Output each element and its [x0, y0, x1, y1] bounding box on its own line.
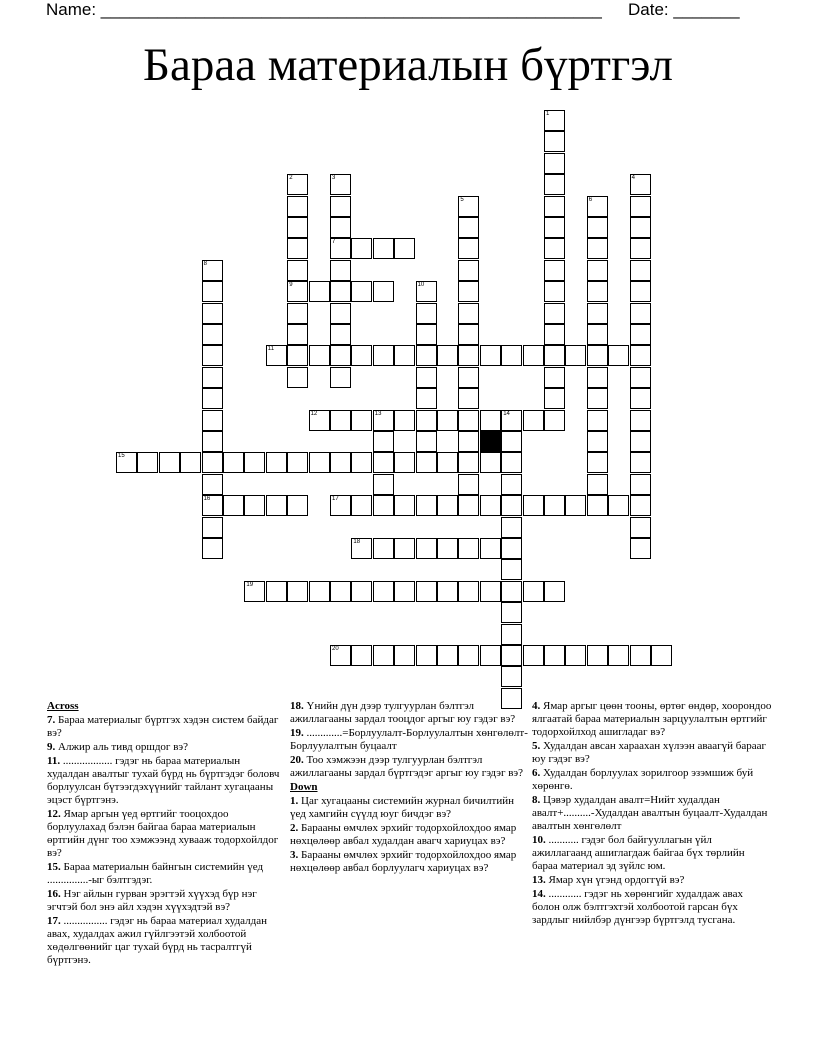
grid-cell[interactable]	[480, 645, 501, 666]
grid-cell[interactable]	[587, 281, 608, 302]
grid-cell[interactable]	[394, 538, 415, 559]
grid-cell[interactable]	[416, 538, 437, 559]
grid-cell-7[interactable]	[330, 238, 351, 259]
grid-cell[interactable]	[458, 260, 479, 281]
grid-cell[interactable]	[330, 324, 351, 345]
grid-cell[interactable]	[287, 260, 308, 281]
grid-cell[interactable]	[202, 474, 223, 495]
grid-cell[interactable]	[587, 645, 608, 666]
across-clue: 17. ................ гэдэг нь бараа материал худалдан авах, худалдах ажил гүйлгээтэй холбоотой хөдөлгөөнийг цаг тухай бүрд нь тасралтгүй бүртгэнэ.	[47, 915, 268, 966]
grid-cell[interactable]	[330, 217, 351, 238]
grid-cell[interactable]	[351, 581, 372, 602]
grid-cell[interactable]	[544, 645, 565, 666]
grid-cell[interactable]	[480, 495, 501, 516]
grid-cell[interactable]	[630, 217, 651, 238]
grid-cell[interactable]	[416, 388, 437, 409]
grid-cell[interactable]	[501, 517, 522, 538]
grid-cell[interactable]	[501, 431, 522, 452]
grid-cell[interactable]	[330, 196, 351, 217]
grid-cell-8[interactable]	[202, 260, 223, 281]
grid-cell[interactable]	[351, 238, 372, 259]
grid-cell[interactable]	[608, 345, 629, 366]
grid-cell[interactable]	[287, 367, 308, 388]
grid-cell-19[interactable]	[244, 581, 265, 602]
grid-cell-4[interactable]	[630, 174, 651, 195]
clues-column-1	[47, 700, 283, 968]
grid-cell[interactable]	[202, 281, 223, 302]
grid-cell[interactable]	[544, 581, 565, 602]
grid-cell[interactable]	[544, 238, 565, 259]
grid-cell[interactable]	[501, 602, 522, 623]
clues-column-3	[532, 700, 772, 928]
grid-cell[interactable]	[587, 238, 608, 259]
grid-cell[interactable]	[630, 474, 651, 495]
grid-cell[interactable]	[223, 452, 244, 473]
grid-cell[interactable]	[501, 645, 522, 666]
across-clue: 16. Нэг айлын гурван эрэгтэй хүүхэд бүр нэг эгчтэй бол энэ айл хэдэн хүүхэдтэй вэ?	[47, 888, 257, 913]
grid-cell[interactable]	[351, 495, 372, 516]
grid-cell-18[interactable]	[351, 538, 372, 559]
grid-cell[interactable]	[523, 345, 544, 366]
grid-cell[interactable]	[437, 581, 458, 602]
grid-cell[interactable]	[287, 495, 308, 516]
grid-cell[interactable]	[373, 538, 394, 559]
grid-cell[interactable]	[501, 495, 522, 516]
clue-number: 14	[503, 410, 510, 417]
grid-cell[interactable]	[458, 367, 479, 388]
grid-cell[interactable]	[523, 645, 544, 666]
clue-number: 5	[460, 196, 464, 203]
grid-cell[interactable]	[437, 538, 458, 559]
down-clue: 6. Худалдан борлуулах зорилгоор эзэмшиж буй хөрөнгө.	[532, 767, 754, 792]
grid-cell[interactable]	[330, 260, 351, 281]
grid-cell[interactable]	[544, 217, 565, 238]
grid-cell[interactable]	[202, 431, 223, 452]
grid-cell-11[interactable]	[266, 345, 287, 366]
down-clue: 14. ............ гэдэг нь хөрөнгийг худалдаж авах болон олж бэлтгэхтэй холбоотой гарсан бүх зардлыг нийлбэр дүнгээр бүртгэлд тусгана.	[532, 888, 743, 926]
grid-cell[interactable]	[630, 303, 651, 324]
across-clue: 9. Алжир аль тивд оршдог вэ?	[47, 741, 188, 753]
grid-cell[interactable]	[330, 345, 351, 366]
grid-cell[interactable]	[565, 645, 586, 666]
grid-cell[interactable]	[287, 345, 308, 366]
grid-cell[interactable]	[630, 388, 651, 409]
grid-cell[interactable]	[416, 452, 437, 473]
grid-cell-3[interactable]	[330, 174, 351, 195]
clues-column-2	[290, 700, 530, 876]
grid-cell[interactable]	[544, 324, 565, 345]
grid-cell[interactable]	[630, 238, 651, 259]
grid-cell[interactable]	[416, 367, 437, 388]
clue-number: 9	[289, 282, 293, 289]
grid-cell[interactable]	[458, 303, 479, 324]
grid-cell[interactable]	[501, 474, 522, 495]
grid-cell[interactable]	[437, 410, 458, 431]
grid-cell[interactable]	[587, 260, 608, 281]
grid-cell[interactable]	[373, 431, 394, 452]
grid-cell[interactable]	[544, 260, 565, 281]
clue-number: 12	[310, 410, 318, 417]
grid-cell[interactable]	[544, 388, 565, 409]
across-clue: 18. Үнийн дүн дээр тулгуурлан бэлтгэл ажиллагааны зардал тооцдог аргыг юу гэдэг вэ?	[290, 700, 516, 725]
grid-cell[interactable]	[394, 452, 415, 473]
grid-cell[interactable]	[287, 452, 308, 473]
grid-cell[interactable]	[416, 645, 437, 666]
grid-cell[interactable]	[202, 303, 223, 324]
grid-cell[interactable]	[630, 517, 651, 538]
across-clue: 11. .................. гэдэг нь бараа материалын худалдан авалтыг тухай бүрд нь бүртгэдэг боловч борлуулсан бүтээгдэхүүнийг тайлант хугацааны эцэст бүртгэнэ.	[47, 755, 280, 806]
grid-cell[interactable]	[587, 388, 608, 409]
clue-number: 19	[246, 581, 254, 588]
grid-cell[interactable]	[137, 452, 158, 473]
across-clue: 7. Бараа материалыг бүртгэх хэдэн систем байдаг вэ?	[47, 714, 279, 739]
grid-cell[interactable]	[394, 581, 415, 602]
down-clue: 1. Цаг хугацааны системийн журнал бичилтийн үед хамгийн сүүлд юуг бичдэг вэ?	[290, 795, 515, 820]
grid-cell-2[interactable]	[287, 174, 308, 195]
grid-cell[interactable]	[501, 624, 522, 645]
grid-cell[interactable]	[180, 452, 201, 473]
grid-cell[interactable]	[373, 452, 394, 473]
grid-cell[interactable]	[458, 645, 479, 666]
grid-cell[interactable]	[651, 645, 672, 666]
clue-number: 2	[289, 175, 293, 182]
grid-cell[interactable]	[544, 281, 565, 302]
down-clue: 13. Ямар хүн үгэнд ордоггүй вэ?	[532, 874, 685, 886]
grid-cell[interactable]	[244, 452, 265, 473]
grid-cell[interactable]	[437, 345, 458, 366]
grid-cell[interactable]	[309, 452, 330, 473]
down-clue: 4. Ямар аргыг цөөн тооны, өртөг өндөр, хоорондоо ялгаатай бараа материалын зарцуулалтын өртгийг тодорхойлход ашигладаг вэ?	[532, 700, 772, 738]
grid-cell[interactable]	[630, 260, 651, 281]
grid-cell[interactable]	[523, 410, 544, 431]
grid-cell[interactable]	[416, 495, 437, 516]
grid-cell[interactable]	[266, 581, 287, 602]
grid-cell[interactable]	[544, 345, 565, 366]
grid-cell[interactable]	[630, 367, 651, 388]
grid-cell[interactable]	[458, 388, 479, 409]
grid-cell[interactable]	[630, 281, 651, 302]
grid-cell[interactable]	[373, 281, 394, 302]
grid-cell[interactable]	[587, 367, 608, 388]
grid-cell-5[interactable]	[458, 196, 479, 217]
across-clue: 19. .............=Борлуулалт-Борлуулалтын хөнгөлөлт-Борлуулалтын буцаалт	[290, 727, 528, 752]
grid-cell[interactable]	[287, 324, 308, 345]
clue-number: 4	[631, 175, 635, 182]
page-title: Бараа материалын бүртгэл	[142, 39, 674, 91]
grid-cell[interactable]	[544, 174, 565, 195]
grid-cell[interactable]	[202, 517, 223, 538]
grid-cell[interactable]	[630, 452, 651, 473]
clue-number: 11	[267, 346, 275, 353]
grid-cell[interactable]	[287, 217, 308, 238]
grid-cell[interactable]	[480, 410, 501, 431]
grid-cell[interactable]	[523, 495, 544, 516]
grid-cell[interactable]	[202, 410, 223, 431]
grid-cell[interactable]	[587, 324, 608, 345]
grid-cell[interactable]	[287, 196, 308, 217]
grid-cell[interactable]	[458, 238, 479, 259]
grid-cell[interactable]	[394, 410, 415, 431]
grid-cell-9[interactable]	[287, 281, 308, 302]
grid-cell[interactable]	[287, 303, 308, 324]
grid-cell[interactable]	[287, 238, 308, 259]
clue-number: 6	[588, 196, 593, 203]
clue-number: 17	[332, 496, 339, 503]
grid-cell-1[interactable]	[544, 110, 565, 131]
across-clue: 12. Ямар аргын үед өртгийг тооцохдоо борлуулахад бэлэн байгаа бараа материалын өртгийн дүнг тоо хэмжээнд хувааж тодорхойлдог вэ?	[47, 808, 279, 859]
grid-cell[interactable]	[587, 217, 608, 238]
name-field-label: Name: _____________________________________________________	[46, 0, 602, 19]
grid-cell[interactable]	[351, 281, 372, 302]
grid-cell[interactable]	[394, 238, 415, 259]
grid-cell[interactable]	[330, 581, 351, 602]
grid-cell[interactable]	[458, 217, 479, 238]
grid-cell[interactable]	[544, 410, 565, 431]
clue-number: 3	[332, 175, 336, 182]
grid-cell[interactable]	[416, 345, 437, 366]
grid-cell[interactable]	[373, 495, 394, 516]
grid-cell[interactable]	[202, 367, 223, 388]
grid-cell[interactable]	[394, 495, 415, 516]
clue-number: 10	[417, 282, 425, 289]
grid-cell[interactable]	[458, 452, 479, 473]
grid-cell[interactable]	[565, 495, 586, 516]
grid-cell[interactable]	[202, 452, 223, 473]
grid-cell[interactable]	[630, 431, 651, 452]
grid-cell[interactable]	[373, 581, 394, 602]
down-clue: 10. ........... гэдэг бол байгууллагын үйл ажиллагаанд ашиглагдаж байгаа бүх төрлийн бараа материал эд зүйлс юм.	[532, 834, 745, 872]
grid-cell[interactable]	[480, 581, 501, 602]
date-field-label: Date: _______	[628, 0, 740, 19]
grid-cell[interactable]	[630, 410, 651, 431]
grid-cell[interactable]	[587, 303, 608, 324]
grid-cell[interactable]	[458, 431, 479, 452]
grid-cell[interactable]	[351, 345, 372, 366]
grid-cell[interactable]	[330, 303, 351, 324]
grid-cell[interactable]	[394, 345, 415, 366]
grid-cell[interactable]	[608, 645, 629, 666]
grid-cell[interactable]	[608, 495, 629, 516]
clue-number: 13	[374, 410, 382, 417]
grid-cell[interactable]	[202, 324, 223, 345]
grid-cell[interactable]	[266, 495, 287, 516]
grid-cell[interactable]	[523, 581, 544, 602]
grid-cell[interactable]	[501, 666, 522, 687]
grid-cell[interactable]	[587, 452, 608, 473]
grid-cell[interactable]	[330, 281, 351, 302]
grid-cell[interactable]	[630, 196, 651, 217]
grid-cell[interactable]	[202, 388, 223, 409]
grid-cell[interactable]	[373, 238, 394, 259]
grid-cell[interactable]	[587, 345, 608, 366]
grid-cell[interactable]	[458, 345, 479, 366]
grid-cell[interactable]	[501, 559, 522, 580]
clue-number: 7	[332, 239, 336, 246]
down-heading: Down	[290, 781, 318, 793]
across-clue: 20. Тоо хэмжээн дээр тулгуурлан бэлтгэл ажиллагааны зардал бүртгэдэг аргыг юу гэдэг вэ?	[290, 754, 524, 779]
down-clue: 2. Барааны өмчлөх эрхийг тодорхойлохдоо ямар нөхцөлөөр авбал худалдан авагч хариуцах вэ?	[290, 822, 517, 847]
grid-cell[interactable]	[223, 495, 244, 516]
down-clue: 3. Барааны өмчлөх эрхийг тодорхойлохдоо ямар нөхцөлөөр авбал борлуулагч хариуцах вэ?	[290, 849, 517, 874]
grid-cell[interactable]	[480, 452, 501, 473]
grid-cell[interactable]	[202, 345, 223, 366]
grid-cell[interactable]	[630, 324, 651, 345]
grid-cell[interactable]	[630, 495, 651, 516]
grid-cell-20[interactable]	[330, 645, 351, 666]
grid-cell-12[interactable]	[309, 410, 330, 431]
grid-cell-13[interactable]	[373, 410, 394, 431]
grid-cell[interactable]	[544, 153, 565, 174]
grid-cell[interactable]	[437, 645, 458, 666]
grid-cell[interactable]	[630, 645, 651, 666]
grid-cell[interactable]	[437, 495, 458, 516]
grid-cell[interactable]	[458, 495, 479, 516]
grid-cell[interactable]	[416, 410, 437, 431]
across-clue: 15. Бараа материалын байнгын системийн үед ...............-ыг бэлтгэдэг.	[47, 861, 264, 886]
grid-cell[interactable]	[458, 324, 479, 345]
grid-cell[interactable]	[330, 367, 351, 388]
grid-cell[interactable]	[351, 645, 372, 666]
grid-cell[interactable]	[373, 345, 394, 366]
grid-cell[interactable]	[287, 581, 308, 602]
grid-cell[interactable]	[587, 495, 608, 516]
grid-cell[interactable]	[244, 495, 265, 516]
grid-cell[interactable]	[416, 324, 437, 345]
grid-cell-6[interactable]	[587, 196, 608, 217]
grid-cell[interactable]	[480, 345, 501, 366]
grid-cell[interactable]	[437, 452, 458, 473]
grid-cell[interactable]	[330, 410, 351, 431]
grid-cell[interactable]	[458, 581, 479, 602]
grid-cell[interactable]	[587, 431, 608, 452]
grid-cell[interactable]	[351, 410, 372, 431]
grid-cell[interactable]	[565, 345, 586, 366]
grid-cell[interactable]	[480, 538, 501, 559]
down-clue: 8. Цэвэр худалдан авалт=Нийт худалдан авалт+..........-Худалдан авалтын буцаалт-Худалдан авалтын хөнгөлөлт	[532, 794, 768, 832]
grid-cell[interactable]	[630, 538, 651, 559]
grid-cell[interactable]	[309, 281, 330, 302]
grid-cell[interactable]	[587, 410, 608, 431]
grid-cell[interactable]	[587, 474, 608, 495]
clue-number: 1	[546, 111, 550, 117]
grid-cell[interactable]	[458, 281, 479, 302]
grid-cell[interactable]	[394, 645, 415, 666]
black-square	[480, 431, 501, 452]
grid-cell[interactable]	[309, 345, 330, 366]
grid-cell[interactable]	[373, 645, 394, 666]
clue-number: 8	[203, 260, 207, 267]
grid-cell[interactable]	[544, 495, 565, 516]
clue-number: 16	[203, 496, 211, 503]
grid-cell[interactable]	[416, 581, 437, 602]
grid-cell[interactable]	[159, 452, 180, 473]
grid-cell[interactable]	[373, 474, 394, 495]
grid-cell[interactable]	[501, 538, 522, 559]
grid-cell[interactable]	[458, 538, 479, 559]
grid-cell-10[interactable]	[416, 281, 437, 302]
grid-cell-15[interactable]	[116, 452, 137, 473]
grid-cell[interactable]	[309, 581, 330, 602]
grid-cell[interactable]	[266, 452, 287, 473]
grid-cell[interactable]	[501, 452, 522, 473]
down-clue: 5. Худалдан авсан хараахан хүлээн аваагүй барааг юу гэдэг вэ?	[532, 740, 767, 765]
grid-cell[interactable]	[501, 345, 522, 366]
grid-cell-14[interactable]	[501, 410, 522, 431]
grid-cell[interactable]	[330, 452, 351, 473]
grid-cell[interactable]	[416, 303, 437, 324]
grid-cell-16[interactable]	[202, 495, 223, 516]
grid-cell[interactable]	[458, 410, 479, 431]
grid-cell[interactable]	[202, 538, 223, 559]
grid-cell-17[interactable]	[330, 495, 351, 516]
grid-cell[interactable]	[416, 431, 437, 452]
clue-number: 15	[118, 453, 125, 460]
clue-number: 18	[353, 539, 361, 545]
grid-cell[interactable]	[544, 303, 565, 324]
grid-cell[interactable]	[630, 345, 651, 366]
clue-number: 20	[332, 646, 339, 652]
grid-cell[interactable]	[501, 581, 522, 602]
grid-cell[interactable]	[544, 367, 565, 388]
grid-cell[interactable]	[544, 131, 565, 152]
grid-cell[interactable]	[544, 196, 565, 217]
across-heading: Across	[47, 700, 79, 712]
grid-cell[interactable]	[351, 452, 372, 473]
grid-cell[interactable]	[458, 474, 479, 495]
